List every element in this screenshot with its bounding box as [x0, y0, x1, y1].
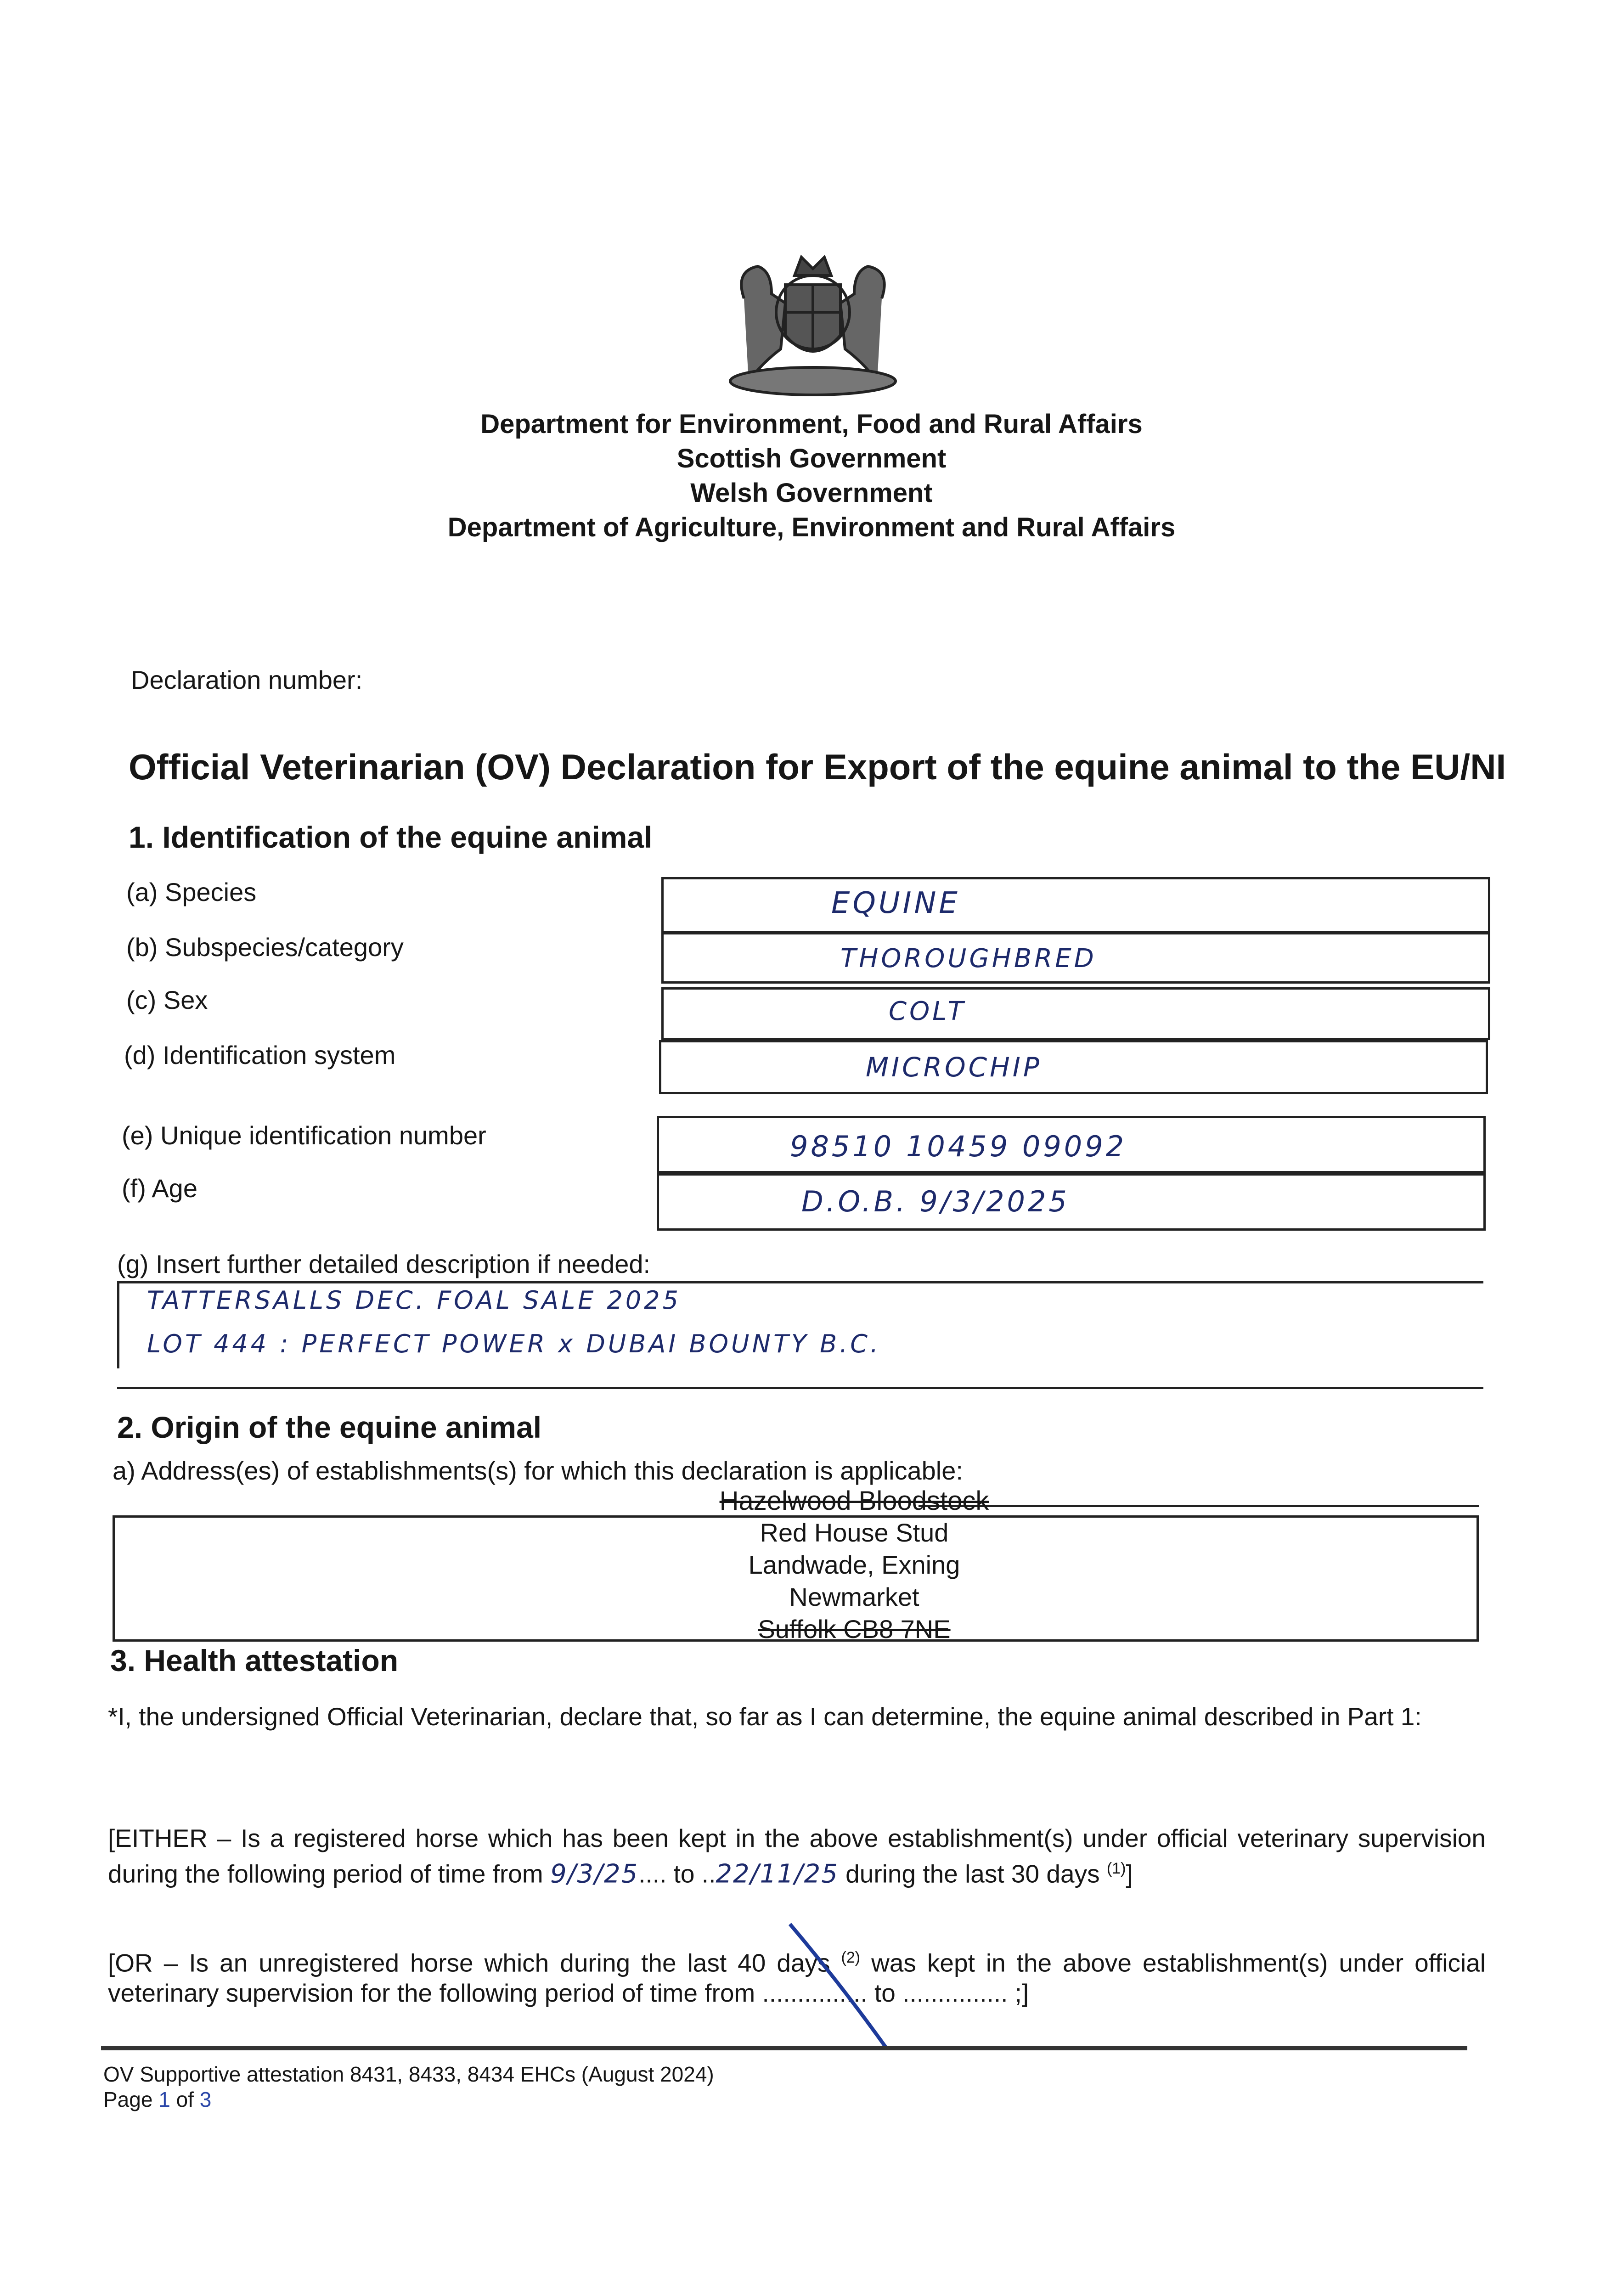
further-description-line-2: LOT 444 : PERFECT POWER x DUBAI BOUNTY B.C.: [147, 1329, 881, 1358]
age-field: [657, 1173, 1486, 1231]
section2-heading: 2. Origin of the equine animal: [117, 1410, 542, 1444]
address-line-5: Suffolk CB8 7NE: [758, 1615, 951, 1643]
address-line-4: Newmarket: [789, 1582, 919, 1611]
dept-line-3: Welsh Government: [690, 478, 933, 508]
age-label: (f) Age: [122, 1174, 197, 1203]
sex-field: [661, 987, 1490, 1040]
identification-system-value: MICROCHIP: [866, 1052, 1042, 1083]
subspecies-value: THOROUGHBRED: [840, 944, 1097, 974]
address-line-3: Landwade, Exning: [748, 1550, 960, 1579]
address-line-1: Hazelwood Bloodstock: [719, 1486, 989, 1516]
footer-line-1: OV Supportive attestation 8431, 8433, 8434 EHCs (August 2024): [103, 2062, 714, 2086]
royal-crest-logo: [716, 243, 909, 404]
declaration-number-label: Declaration number:: [131, 665, 363, 694]
either-close: ]: [1126, 1859, 1133, 1888]
page-word: Page: [103, 2088, 153, 2111]
address-line-2: Red House Stud: [760, 1518, 949, 1547]
species-label: (a) Species: [126, 878, 257, 906]
address-label: a) Address(es) of establishments(s) for which this declaration is applicable:: [113, 1456, 963, 1485]
dept-line-4: Department of Agriculture, Environment and Rural Affairs: [447, 512, 1176, 542]
either-clause: [EITHER – Is a registered horse which has been kept in the above establishment(s) under official veterinary supervision during the following period of time from 9/3/25.... to ..22/11/25 during the last 30 days $^{(1)}$]: [108, 1824, 1486, 1889]
sex-value: COLT: [889, 996, 966, 1026]
dept-line-1: Department for Environment, Food and Rural Affairs: [480, 409, 1143, 439]
footer-rule: [101, 2046, 1467, 2050]
identification-system-field: [659, 1040, 1488, 1094]
further-description-bottom-rule: [117, 1387, 1483, 1389]
either-to-word: to: [673, 1859, 695, 1888]
sex-label: (c) Sex: [126, 985, 208, 1014]
section3-heading: 3. Health attestation: [110, 1643, 399, 1677]
unique-id-label: (e) Unique identification number: [122, 1121, 486, 1150]
subspecies-label: (b) Subspecies/category: [126, 933, 404, 962]
either-text-2: during the last 30 days: [845, 1859, 1100, 1888]
or-text-1: [OR – Is an unregistered horse which during the last 40 days: [108, 1948, 830, 1977]
strike-through-mark: [785, 1919, 896, 2053]
section1-heading: 1. Identification of the equine animal: [129, 820, 653, 854]
species-field: [661, 877, 1490, 933]
identification-system-label: (d) Identification system: [124, 1041, 396, 1069]
attestation-intro: *I, the undersigned Official Veterinarian, declare that, so far as I can determine, the equine animal described in Part 1:: [108, 1702, 1422, 1731]
species-value: EQUINE: [831, 886, 960, 920]
page-title: Official Veterinarian (OV) Declaration for Export of the equine animal to the EU/NI: [129, 747, 1506, 787]
either-ref: (1): [1106, 1860, 1126, 1877]
or-text-2: was kept in the above establishment(s) under official veterinary supervision for the following period of time from ............... to ............... ;]: [108, 1948, 1486, 2008]
age-value: D.O.B. 9/3/2025: [801, 1185, 1070, 1218]
either-to-date: 22/11/25: [716, 1859, 839, 1889]
of-word: of: [176, 2088, 194, 2111]
further-description-line-1: TATTERSALLS DEC. FOAL SALE 2025: [147, 1286, 681, 1315]
further-description-label: (g) Insert further detailed description if needed:: [117, 1249, 651, 1278]
either-text-1: [EITHER – Is a registered horse which has been kept in the above establishment(s) under official veterinary supervision during the following period of time from: [108, 1824, 1486, 1888]
page-number: [103, 2087, 211, 2112]
page-total: 3: [199, 2088, 212, 2111]
or-ref: (2): [841, 1949, 861, 1966]
page-current: 1: [158, 2088, 170, 2111]
either-from-date: 9/3/25: [550, 1859, 639, 1889]
unique-id-value: 98510 10459 09092: [790, 1130, 1127, 1163]
dept-line-2: Scottish Government: [676, 444, 947, 473]
